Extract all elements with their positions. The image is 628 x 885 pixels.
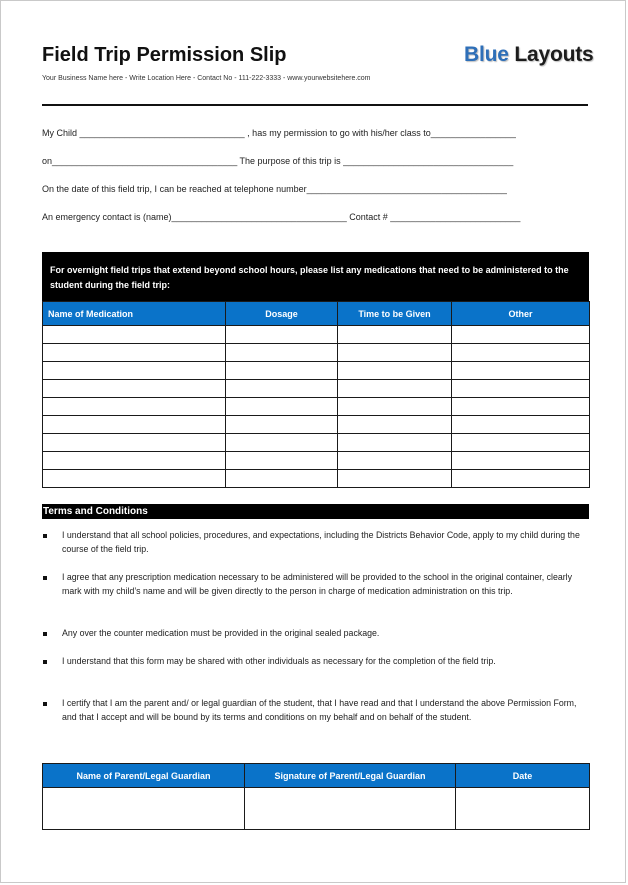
telephone-field[interactable]: On the date of this field trip, I can be reached at telephone number________________________________________ bbox=[42, 184, 507, 194]
table-row bbox=[43, 398, 590, 416]
bullet-icon bbox=[43, 702, 47, 706]
time-cell[interactable] bbox=[338, 416, 452, 434]
other-cell[interactable] bbox=[452, 326, 590, 344]
term-item-2: I agree that any prescription medication necessary to be administered will be provided to the school in the original container, clearly mark with my child’s name and will be given directly to the person in charge of medication administration on this trip. bbox=[62, 572, 573, 596]
logo-word-blue: Blue bbox=[464, 43, 509, 66]
medication-table bbox=[42, 301, 590, 488]
other-cell[interactable] bbox=[452, 380, 590, 398]
header-divider bbox=[42, 104, 588, 106]
column-header-guardian-signature: Signature of Parent/Legal Guardian bbox=[245, 764, 456, 788]
medication-name-cell[interactable] bbox=[43, 362, 226, 380]
table-row bbox=[43, 452, 590, 470]
other-cell[interactable] bbox=[452, 416, 590, 434]
dosage-cell[interactable] bbox=[226, 344, 338, 362]
time-cell[interactable] bbox=[338, 452, 452, 470]
time-cell[interactable] bbox=[338, 470, 452, 488]
brand-logo bbox=[464, 43, 593, 67]
logo-word-layouts: Layouts bbox=[514, 43, 594, 66]
column-header-guardian-name: Name of Parent/Legal Guardian bbox=[43, 764, 245, 788]
other-cell[interactable] bbox=[452, 470, 590, 488]
signature-table-header-row bbox=[43, 764, 590, 788]
time-cell[interactable] bbox=[338, 326, 452, 344]
dosage-cell[interactable] bbox=[226, 380, 338, 398]
column-header-date: Date bbox=[456, 764, 590, 788]
medication-name-cell[interactable] bbox=[43, 470, 226, 488]
medication-name-cell[interactable] bbox=[43, 416, 226, 434]
table-row bbox=[43, 416, 590, 434]
bullet-icon bbox=[43, 534, 47, 538]
term-item-5: I certify that I am the parent and/ or legal guardian of the student, that I have read and that I understand the above Permission Form, and that I accept and will be bound by its terms and conditions on my behalf and on behalf of the student. bbox=[62, 698, 577, 722]
other-cell[interactable] bbox=[452, 452, 590, 470]
time-cell[interactable] bbox=[338, 398, 452, 416]
dosage-cell[interactable] bbox=[226, 452, 338, 470]
column-header-medication-name: Name of Medication bbox=[43, 302, 226, 326]
dosage-cell[interactable] bbox=[226, 470, 338, 488]
table-row bbox=[43, 362, 590, 380]
other-cell[interactable] bbox=[452, 344, 590, 362]
medication-name-cell[interactable] bbox=[43, 344, 226, 362]
medication-table-header-row bbox=[43, 302, 590, 326]
bullet-icon bbox=[43, 632, 47, 636]
bullet-icon bbox=[43, 660, 47, 664]
other-cell[interactable] bbox=[452, 362, 590, 380]
dosage-cell[interactable] bbox=[226, 326, 338, 344]
table-row bbox=[43, 326, 590, 344]
guardian-signature-cell[interactable] bbox=[245, 788, 456, 830]
medication-name-cell[interactable] bbox=[43, 452, 226, 470]
terms-heading: Terms and Conditions bbox=[42, 504, 589, 519]
column-header-dosage: Dosage bbox=[226, 302, 338, 326]
medication-name-cell[interactable] bbox=[43, 398, 226, 416]
signature-table bbox=[42, 763, 590, 830]
page-title: Field Trip Permission Slip bbox=[42, 44, 287, 66]
medication-table-body bbox=[43, 326, 590, 488]
table-row bbox=[43, 470, 590, 488]
other-cell[interactable] bbox=[452, 398, 590, 416]
time-cell[interactable] bbox=[338, 344, 452, 362]
dosage-cell[interactable] bbox=[226, 398, 338, 416]
table-row bbox=[43, 344, 590, 362]
term-item-3: Any over the counter medication must be provided in the original sealed package. bbox=[62, 628, 380, 638]
other-cell[interactable] bbox=[452, 434, 590, 452]
medication-section-header: For overnight field trips that extend beyond school hours, please list any medications that need to be administered to the student during the field trip: bbox=[42, 252, 589, 301]
medication-name-cell[interactable] bbox=[43, 434, 226, 452]
guardian-name-cell[interactable] bbox=[43, 788, 245, 830]
medication-name-cell[interactable] bbox=[43, 380, 226, 398]
term-item-4: I understand that this form may be shared with other individuals as necessary for the completion of the field trip. bbox=[62, 656, 496, 666]
child-destination-field[interactable]: My Child _________________________________ , has my permission to go with his/her class to_________________ bbox=[42, 128, 516, 138]
bullet-icon bbox=[43, 576, 47, 580]
time-cell[interactable] bbox=[338, 380, 452, 398]
signature-table-row bbox=[43, 788, 590, 830]
table-row bbox=[43, 434, 590, 452]
column-header-time: Time to be Given bbox=[338, 302, 452, 326]
dosage-cell[interactable] bbox=[226, 416, 338, 434]
medication-name-cell[interactable] bbox=[43, 326, 226, 344]
dosage-cell[interactable] bbox=[226, 362, 338, 380]
time-cell[interactable] bbox=[338, 362, 452, 380]
table-row bbox=[43, 380, 590, 398]
business-info-line: Your Business Name here - Write Location Here - Contact No - 111-222-3333 - www.yourwebsitehere.com bbox=[42, 75, 371, 82]
date-purpose-field[interactable]: on_____________________________________ The purpose of this trip is __________________________________ bbox=[42, 156, 514, 166]
time-cell[interactable] bbox=[338, 434, 452, 452]
emergency-contact-field[interactable]: An emergency contact is (name)___________________________________ Contact # __________________________ bbox=[42, 212, 521, 222]
column-header-other: Other bbox=[452, 302, 590, 326]
term-item-1: I understand that all school policies, procedures, and expectations, including the Districts Behavior Code, apply to my child during the course of the field trip. bbox=[62, 530, 580, 554]
date-cell[interactable] bbox=[456, 788, 590, 830]
dosage-cell[interactable] bbox=[226, 434, 338, 452]
